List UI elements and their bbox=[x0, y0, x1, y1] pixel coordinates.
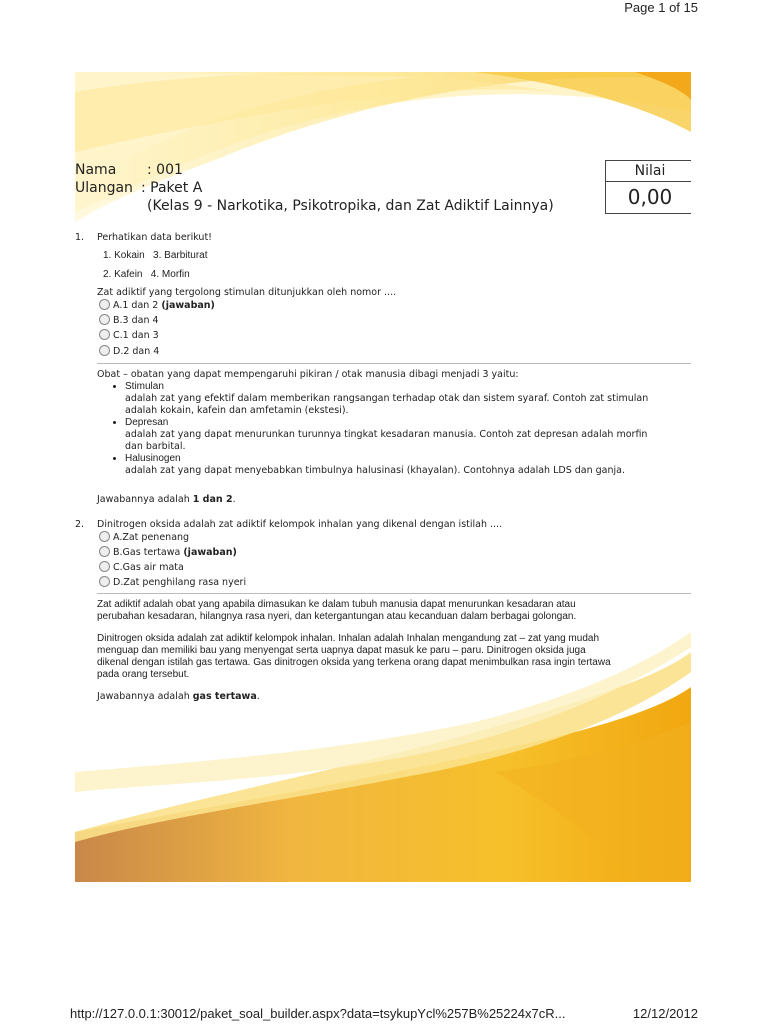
footer-date: 12/12/2012 bbox=[632, 1006, 698, 1021]
score-label: Nilai bbox=[606, 161, 691, 182]
q2-question: Dinitrogen oksida adalah zat adiktif kelompok inhalan yang dikenal dengan istilah .... bbox=[97, 519, 503, 530]
ulangan-row bbox=[75, 180, 202, 196]
ulangan-value: : Paket A bbox=[141, 180, 203, 196]
radio-icon[interactable] bbox=[99, 561, 110, 572]
q1-explain-intro: Obat – obatan yang dapat mempengaruhi pikiran / otak manusia dibagi menjadi 3 yaitu: bbox=[97, 369, 519, 380]
radio-icon[interactable] bbox=[99, 329, 110, 340]
nama-value: : 001 bbox=[147, 162, 183, 178]
drug-type-list bbox=[97, 381, 687, 477]
print-footer bbox=[70, 1006, 698, 1022]
q2-number: 2. bbox=[75, 519, 85, 530]
q2-explanation: Zat adiktif adalah obat yang apabila dimasukan ke dalam tubuh manusia dapat menurunkan kesadaran atau perubahan kesadaran, hilangnya rasa nyeri, dan ketergantungan atau kecanduan dalam berbagai golongan. Dinitrogen oksida adalah zat adiktif kelompok inhalan. Inhalan adalah Inhalan mengandung zat – zat yang mudah menguap dan memiliki bau yang menyengat serta uapnya dapat masuk ke paru – paru. Dinitrogen oksida juga dikenal dengan istilah gas tertawa. Gas dinitrogen oksida yang terkena orang dapat menimbulkan rasa ingin tertawa pada orang tersebut. bbox=[97, 599, 611, 680]
q2-answer-value: gas tertawa bbox=[192, 691, 257, 702]
q2-option-d[interactable]: D.Zat penghilang rasa nyeri bbox=[99, 576, 246, 589]
worksheet bbox=[75, 72, 691, 882]
q1-data-row2: 2. Kafein 4. Morfin bbox=[103, 269, 190, 280]
q1-option-a[interactable]: A.1 dan 2 (jawaban) bbox=[99, 299, 215, 312]
list-item: • Stimulan adalah zat yang efektif dalam memberikan rangsangan terhadap otak dan sistem syaraf. Contoh zat stimulan adalah kokain, kafein dan amfetamin (ekstesi). bbox=[125, 381, 687, 417]
nama-row bbox=[75, 162, 183, 178]
radio-icon[interactable] bbox=[99, 576, 110, 587]
q2-answer-line: Jawabannya adalah gas tertawa. bbox=[97, 691, 260, 702]
radio-icon[interactable] bbox=[99, 314, 110, 325]
radio-icon[interactable] bbox=[99, 531, 110, 542]
q1-data-row1: 1. Kokain 3. Barbiturat bbox=[103, 250, 208, 261]
q1-number: 1. bbox=[75, 232, 85, 243]
subtitle: (Kelas 9 - Narkotika, Psikotropika, dan Zat Adiktif Lainnya) bbox=[147, 198, 554, 214]
divider bbox=[97, 363, 691, 364]
q1-option-b[interactable]: B.3 dan 4 bbox=[99, 314, 159, 327]
q1-explanation bbox=[97, 369, 687, 477]
q1-question: Zat adiktif yang tergolong stimulan ditunjukkan oleh nomor .... bbox=[97, 287, 397, 298]
footer-url[interactable]: http://127.0.0.1:30012/paket_soal_builder.aspx?data=tsykupYcl%257B%25224x7cR... bbox=[70, 1006, 566, 1021]
q2-option-c[interactable]: C.Gas air mata bbox=[99, 561, 184, 574]
q1-prompt: Perhatikan data berikut! bbox=[97, 232, 212, 243]
radio-icon[interactable] bbox=[99, 299, 110, 310]
radio-icon[interactable] bbox=[99, 546, 110, 557]
score-box bbox=[605, 160, 691, 214]
score-value: 0,00 bbox=[627, 185, 673, 209]
q1-option-d[interactable]: D.2 dan 4 bbox=[99, 345, 159, 358]
q2-option-b[interactable]: B.Gas tertawa (jawaban) bbox=[99, 546, 237, 559]
list-item: • Depresan adalah zat yang dapat menurunkan turunnya tingkat kesadaran manusia. Contoh zat depresan adalah morfin dan barbital. bbox=[125, 417, 687, 453]
q1-option-c[interactable]: C.1 dan 3 bbox=[99, 329, 159, 342]
q1-answer-line: Jawabannya adalah 1 dan 2. bbox=[97, 494, 236, 505]
divider bbox=[97, 593, 691, 594]
q1-answer-value: 1 dan 2 bbox=[192, 494, 233, 505]
nama-label: Nama bbox=[75, 162, 117, 178]
page-number: Page 1 of 15 bbox=[624, 0, 698, 15]
list-item: • Halusinogen adalah zat yang dapat menyebabkan timbulnya halusinasi (khayalan). Contohnya adalah LDS dan ganja. bbox=[125, 453, 687, 477]
radio-icon[interactable] bbox=[99, 345, 110, 356]
q1-answer-tag: (jawaban) bbox=[161, 300, 215, 311]
q2-answer-tag: (jawaban) bbox=[183, 547, 237, 558]
ulangan-label: Ulangan bbox=[75, 180, 133, 196]
q2-option-a[interactable]: A.Zat penenang bbox=[99, 531, 189, 544]
